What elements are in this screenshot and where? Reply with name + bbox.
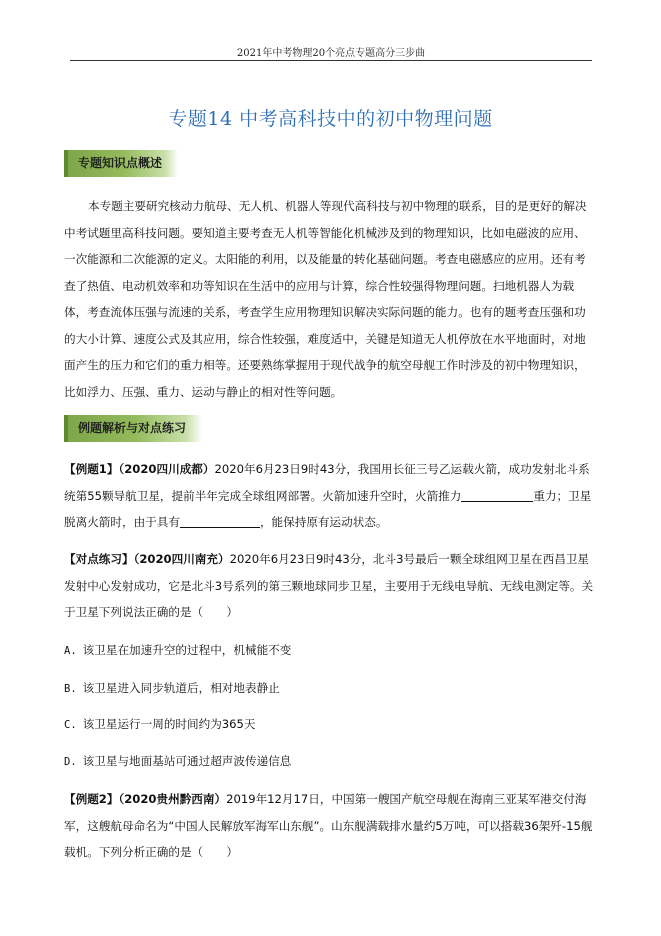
option-c-letter: C. xyxy=(64,719,77,731)
practice-question xyxy=(64,546,596,626)
example-1-text-c: ，能保持原有运动状态。 xyxy=(259,515,388,529)
header-divider xyxy=(70,60,592,61)
practice-text: 2020年6月23日9时43分，北斗3号最后一颗全球组网卫星在西昌卫星发射中心发射成功，它是北斗3号系列的第三颗地球同步卫星，主要用于无线电导航、无线电测定等。关于卫星下列说法正确的是（ ） xyxy=(64,552,594,619)
example-2-text: 2019年12月17日，中国第一艘国产航空母舰在海南三亚某军港交付海军，这艘航母命名为“中国人民解放军海军山东舰”。山东舰满载排水量约5万吨，可以搭载36架歼-15舰载机。下列分析正确的是（ ） xyxy=(64,792,593,859)
answer-blank-2 xyxy=(180,514,260,528)
option-c-text: 该卫星运行一周的时间约为365天 xyxy=(82,717,256,731)
example-1 xyxy=(64,456,596,536)
section-heading-overview: 专题知识点概述 xyxy=(64,150,178,177)
option-a-text: 该卫星在加速升空的过程中，机械能不变 xyxy=(82,643,292,657)
example-1-text-a: 2020年6月23日9时43分，我国用长征三号乙运载火箭，成功发射北斗系统第55颗导航卫星，提前半年完成全球组网部署。火箭加速升空时，火箭推力 xyxy=(64,462,590,503)
option-c xyxy=(64,714,596,735)
document-title: 专题14 中考高科技中的初中物理问题 xyxy=(168,108,493,130)
example-1-tag: 【例题1】（2020四川成都） xyxy=(64,462,215,476)
option-b-letter: B. xyxy=(64,683,77,695)
option-d-text: 该卫星与地面基站可通过超声波传递信息 xyxy=(82,754,292,768)
page-header: 2021年中考物理20个亮点专题高分三步曲 xyxy=(236,48,426,59)
option-a xyxy=(64,640,596,661)
example-2-tag: 【例题2】（2020贵州黔西南） xyxy=(64,792,227,806)
option-b-text: 该卫星进入同步轨道后，相对地表静止 xyxy=(82,681,280,695)
option-a-letter: A. xyxy=(64,645,77,657)
example-2 xyxy=(64,786,596,866)
overview-paragraph: 本专题主要研究核动力航母、无人机、机器人等现代高科技与初中物理的联系，目的是更好的解决中考试题里高科技问题。要知道主要考查无人机等智能化机械涉及到的物理知识，比如电磁波的应用、一次能源和二次能源的定义。太阳能的利用，以及能量的转化基础问题。考查电磁感应的应用。还有考查了热值、电动机效率和功等知识在生活中的应用与计算，综合性较强得物理问题。扫地机器人为载体，考查流体压强与流速的关系，考查学生应用物理知识解决实际问题的能力。也有的题考查压强和功的大小计算、速度公式及其应用，综合性较强，难度适中，关键是知道无人机停放在水平地面时，对地面产生的压力和它们的重力相等。还要熟练掌握用于现代战争的航空母舰工作时涉及的初中物理知识，比如浮力、压强、重力、运动与静止的相对性等问题。 xyxy=(64,199,587,399)
option-d xyxy=(64,751,596,772)
option-b xyxy=(64,678,596,699)
option-d-letter: D. xyxy=(64,756,77,768)
practice-tag: 【对点练习】（2020四川南充） xyxy=(64,552,230,566)
section-heading-examples: 例题解析与对点练习 xyxy=(64,415,202,442)
answer-blank-1 xyxy=(461,488,533,502)
example-1-text-b: 重力；卫星脱离火箭时，由于具有 xyxy=(64,488,592,529)
